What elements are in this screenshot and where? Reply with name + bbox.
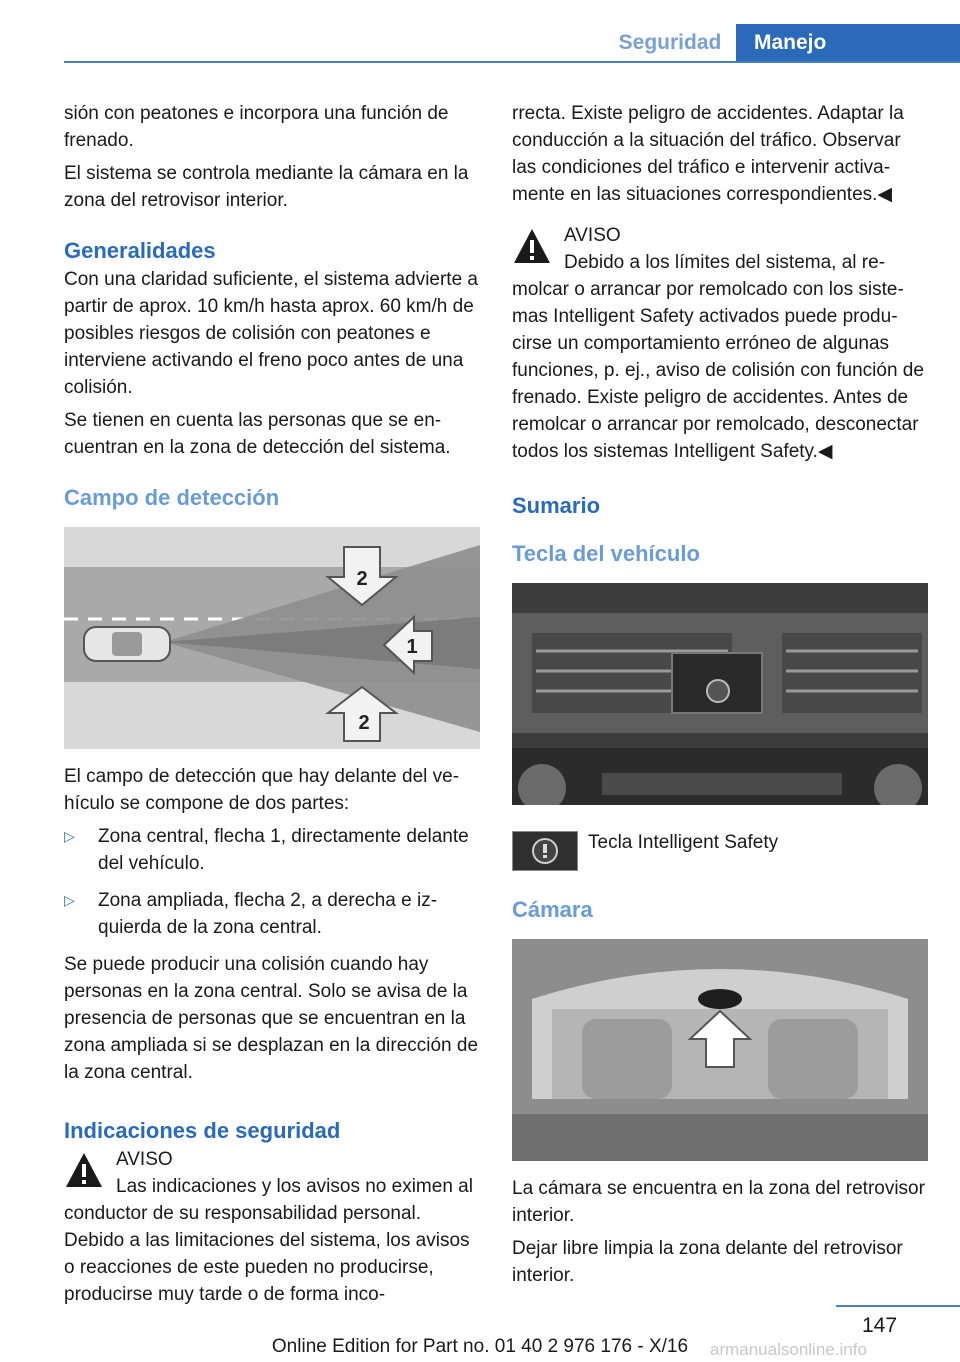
arrow-label-bottom: 2 — [358, 712, 370, 734]
continued-warning-text: rrecta. Existe peligro de accidentes. Adaptar la conducción a la situación del tráfico. Observar las condiciones del tráfico e intervenir activamente en las situaciones correspondientes.◀ — [512, 103, 904, 205]
edition-note: Online Edition for Part no. 01 40 2 976 176 - X/16 — [271, 1336, 689, 1357]
heading-sumario: Sumario — [512, 493, 601, 518]
watermark: armanualsonline.info — [710, 1340, 867, 1359]
intelligent-safety-key-icon — [512, 831, 578, 871]
intro-paragraph-1: sión con peatones e incorpora una función de frenado. — [64, 103, 449, 151]
warning-text: Debido a los límites del sistema, al remolcar o arrancar por remolcado con los sistemas Intelligent Safety activados puede producirse un comportamiento erróneo de algunas funciones, p. ej., aviso de colisión con función de frenado. Existe peligro de accidentes. Antes de remolcar o arrancar por remolcado, desconectar todos los sistemas Intelligent Safety.◀ — [512, 252, 924, 462]
warning-title: AVISO — [564, 225, 621, 246]
warning-title: AVISO — [116, 1149, 173, 1170]
triangle-bullet-icon: ▷ — [64, 828, 75, 844]
warning-triangle-icon — [64, 1150, 104, 1190]
intelligent-safety-button-icon — [707, 680, 729, 702]
list-item: ▷ Zona ampliada, flecha 2, a derecha e izquierda de la zona central. — [64, 887, 480, 941]
arrow-label-mid: 1 — [406, 636, 418, 658]
heading-indicaciones: Indicaciones de seguridad — [64, 1118, 341, 1143]
camara-paragraph-1: La cámara se encuentra en la zona del retrovisor interior. — [512, 1178, 925, 1226]
camera-figure — [512, 939, 928, 1161]
heading-tecla-vehiculo: Tecla del vehículo — [512, 541, 700, 566]
detection-zones-list — [64, 823, 480, 941]
detection-field-figure — [64, 527, 480, 749]
camera-icon — [698, 989, 742, 1009]
page-number: 147 — [862, 1314, 898, 1337]
left-column — [64, 100, 480, 1308]
heading-camara: Cámara — [512, 897, 593, 922]
generalidades-paragraph-1: Con una claridad suficiente, el sistema advierte a partir de aprox. 10 km/h hasta aprox. 60 km/h de posibles riesgos de colisión con peatones e interviene activando el freno poco antes de una colisión. — [64, 269, 479, 398]
dashboard-vents-photo — [512, 583, 928, 805]
intro-paragraph-2: El sistema se controla mediante la cámara en la zona del retrovisor interior. — [64, 163, 469, 211]
header-rule — [64, 61, 960, 63]
triangle-bullet-icon: ▷ — [64, 892, 75, 908]
warning-text: Las indicaciones y los avisos no eximen al conductor de su responsabilidad personal. Debido a las limitaciones del sistema, los avisos o reacciones de este pueden no producirse, producirse muy tarde o de forma inco- — [64, 1176, 473, 1305]
campo-paragraph-2: Se puede producir una colisión cuando hay personas en la zona central. Solo se avisa de la presencia de personas que se encuentran en la zona ampliada si se desplazan en la dirección de la zona central. — [64, 954, 479, 1083]
key-legend — [512, 819, 928, 865]
camara-paragraph-2: Dejar libre limpia la zona delante del retrovisor interior. — [512, 1238, 903, 1286]
warning-block-2 — [512, 222, 928, 465]
warning-triangle-icon — [512, 226, 552, 266]
heading-campo-deteccion: Campo de detección — [64, 485, 280, 510]
camera-location-photo — [512, 939, 928, 1161]
arrow-label-top: 2 — [356, 568, 368, 590]
footer-rule — [836, 1305, 960, 1307]
generalidades-paragraph-2: Se tienen en cuenta las personas que se encuentran en la zona de detección del sistema. — [64, 410, 451, 458]
detection-field-illustration — [64, 527, 480, 749]
vehicle-button-figure — [512, 583, 928, 805]
right-column — [512, 100, 928, 1295]
tab-manejo[interactable]: Manejo — [736, 24, 960, 61]
tab-seguridad[interactable]: Seguridad — [618, 31, 722, 54]
warning-block-1 — [64, 1146, 480, 1308]
key-label: Tecla Intelligent Safety — [588, 832, 779, 853]
campo-paragraph-1: El campo de detección que hay delante del vehículo se compone de dos partes: — [64, 766, 460, 814]
heading-generalidades: Generalidades — [64, 238, 216, 263]
list-item: ▷ Zona central, flecha 1, directamente delante del vehículo. — [64, 823, 480, 877]
